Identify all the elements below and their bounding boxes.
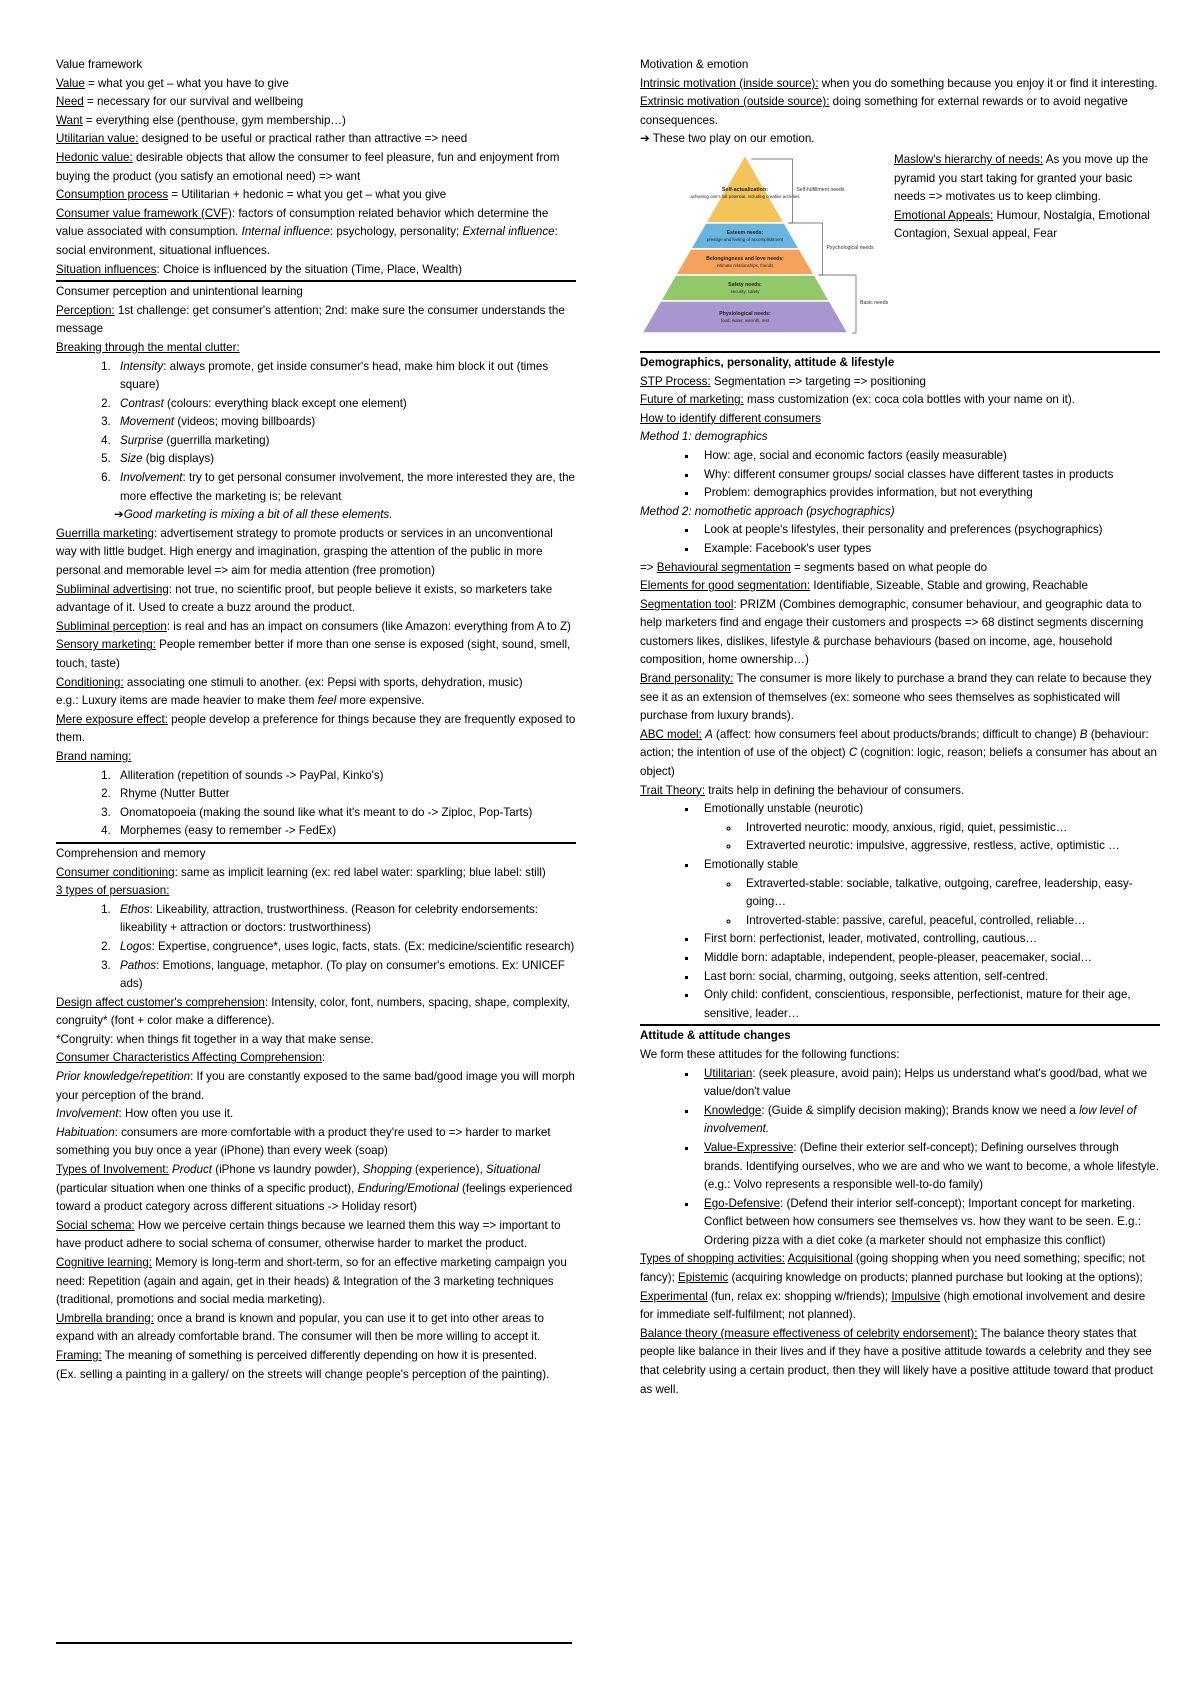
situation-paragraph: Situation influences: Choice is influenced by the situation (Time, Place, Wealth): [56, 262, 462, 276]
brand-naming-item: 1. Alliteration (repetition of sounds -> PayPal, Kinko's): [114, 767, 576, 786]
persuasion-item: [114, 957, 576, 994]
separator: =: [82, 113, 96, 127]
pyramid-level-title: Belongingness and love needs:: [706, 255, 784, 262]
attitude-function-item: [698, 1065, 1160, 1102]
maslow-pyramid-diagram: [640, 151, 890, 337]
term-label: Conditioning:: [56, 675, 124, 689]
item-label: Movement: [120, 415, 175, 429]
section-title-value-framework: Value framework: [56, 58, 143, 71]
trait-text: Middle born: adaptable, independent, people-pleaser, peacemaker, social…: [704, 950, 1093, 964]
perception-paragraphs: [56, 525, 576, 692]
definition-line: [56, 112, 576, 131]
trait-item: [698, 930, 1160, 949]
maslow-text: [894, 151, 1160, 244]
pyramid-level-desc: prestige and feeling of accomplishment: [706, 236, 784, 242]
term-text: what you get – what you have to give: [98, 76, 289, 90]
trait-item: [698, 949, 1160, 968]
brand-naming-item: 2. Rhyme (Nutter Butter: [114, 785, 576, 804]
definition-paragraph: [56, 636, 576, 673]
pyramid-level-title: Esteem needs:: [726, 229, 764, 236]
term-text: How we perceive certain things because we learned them this way => important to have product adhere to social schema of consumer, otherwise harder to market the product.: [56, 1218, 561, 1251]
term-label: Sensory marketing:: [56, 638, 156, 652]
term-label: Utilitarian value:: [56, 132, 139, 146]
method-item: ▪ Why: different consumer groups/ social classes have different tastes in products: [698, 466, 1160, 485]
habituation-paragraph: Habituation: consumers are more comfortable with a product they're used to => harder to market something you buy once a year (iPhone) than every week (soap): [56, 1125, 551, 1158]
definition-line: [56, 130, 576, 149]
brand-naming-heading: Brand naming:: [56, 749, 132, 763]
definition-line: [56, 149, 576, 186]
term-label: Consumption process: [56, 188, 169, 202]
trait-list: [640, 800, 1160, 1023]
term-label: Want: [56, 113, 83, 127]
trait-item: [698, 800, 1160, 856]
method-item: ▪ Look at people's lifestyles, their personality and preferences (psychographics): [698, 521, 1160, 540]
method-1-list: [640, 447, 1160, 503]
definition-line: [56, 93, 576, 112]
prior-knowledge-paragraph: Prior knowledge/repetition: If you are constantly exposed to the same bad/good image you will morph your perception of the brand.: [56, 1070, 575, 1102]
brand-naming-item: 4. Morphemes (easy to remember -> FedEx): [114, 822, 576, 841]
pyramid-level: [661, 275, 830, 301]
clutter-item: [114, 432, 576, 451]
congruity-note: *Congruity: when things fit together in a way that make sense.: [56, 1032, 374, 1046]
item-text: : Likeability, attraction, trustworthiness. (Reason for celebrity endorsements: likeability + attraction or doctors: trustworthiness): [120, 902, 539, 935]
pyramid-level-title: Safety needs:: [728, 281, 762, 288]
clutter-item: [114, 413, 576, 432]
method-item: ▪ Example: Facebook's user types: [698, 540, 1160, 559]
framing-example: (Ex. selling a painting in a gallery/ on the streets will change people's perception of the painting).: [56, 1367, 550, 1381]
item-label: Pathos: [120, 958, 157, 972]
clutter-list: [56, 358, 576, 507]
trait-theory-paragraph: Trait Theory: traits help in defining the behaviour of consumers.: [640, 783, 965, 797]
function-label: Knowledge: [704, 1103, 762, 1117]
section-divider: [56, 842, 576, 844]
stp-paragraph: STP Process: Segmentation => targeting => positioning: [640, 374, 926, 388]
trait-sub-item: ◦ Introverted-stable: passive, careful, peaceful, controlled, reliable…: [740, 912, 1160, 931]
pyramid-level-desc: achieving one's full potential, including creative activities: [690, 193, 800, 199]
item-label: Surprise: [120, 433, 164, 447]
identify-heading: How to identify different consumers: [640, 411, 821, 425]
attitude-function-item: [698, 1139, 1160, 1195]
maslow-paragraph: Maslow's hierarchy of needs: As you move up the pyramid you start taking for granted your basic needs => motivates us to keep climbing.: [894, 152, 1149, 204]
term-text: Utilitarian + hedonic = what you get – what you give: [181, 188, 447, 202]
term-label: Hedonic value:: [56, 150, 133, 164]
trait-text: Last born: social, charming, outgoing, seeks attention, self-centred.: [704, 969, 1049, 983]
method-2-list: [640, 521, 1160, 558]
persuasion-item: [114, 901, 576, 938]
definition-paragraph: [56, 525, 576, 581]
item-label: Intensity: [120, 359, 164, 373]
section-title-attitude: Attitude & attitude changes: [640, 1029, 791, 1043]
pyramid-side-label: Psychological needs: [826, 244, 874, 251]
emotional-appeals-paragraph: Emotional Appeals: Humour, Nostalgia, Emotional Contagion, Sexual appeal, Fear: [894, 208, 1150, 241]
term-label: Cognitive learning:: [56, 1256, 153, 1269]
intrinsic-paragraph: Intrinsic motivation (inside source): when you do something because you enjoy it or find it interesting.: [640, 76, 1158, 90]
method-2-label: Method 2: nomothetic approach (psychographics): [640, 504, 895, 518]
clutter-item: [114, 469, 576, 506]
definition-paragraph: [56, 1310, 576, 1347]
function-text: : (Defend their interior self-concept); Important concept for marketing. Conflict between how consumers see themselves vs. how they want to be seen. E.g.: Ordering pizza with a diet coke (a marketer should not emphasize this conflict): [704, 1196, 1141, 1247]
section-title-motivation: Motivation & emotion: [640, 58, 749, 71]
definition-line: [56, 75, 576, 94]
method-item: ▪ How: age, social and economic factors (easily measurable): [698, 447, 1160, 466]
item-text: (guerrilla marketing): [163, 433, 270, 447]
pyramid-level-desc: food, water, warmth, rest: [720, 317, 770, 323]
term-label: Guerrilla marketing: [56, 526, 154, 540]
pyramid-level-title: Self-actualization:: [721, 186, 769, 193]
brand-naming-list: [56, 767, 576, 841]
design-affect-paragraph: Design affect customer's comprehension: Intensity, color, font, numbers, spacing, shape, complexity, congruity* (font + color make a difference).: [56, 995, 570, 1028]
term-label: Need: [56, 95, 84, 109]
attitude-function-item: [698, 1195, 1160, 1251]
term-text: : advertisement strategy to promote products or services in an unconventional way with little budget. High energy and imagination, grasping the attention of the public in more personal and memorable level => aim for media attention (free promotion): [56, 526, 553, 578]
types-involvement-paragraph: Types of Involvement: Product (iPhone vs laundry powder), Shopping (experience), Situational (particular situation when one thinks of a specific product), Enduring/Emotional (feelings experienced toward a product category across different situations -> Holiday resort): [56, 1163, 573, 1214]
value-framework-lines: [56, 75, 576, 205]
term-text: desirable objects that allow the consumer to feel pleasure, fun and enjoyment from buying the product (you satisfy an emotional need) => want: [56, 150, 560, 183]
balance-theory-paragraph: Balance theory (measure effectiveness of celebrity endorsement): The balance theory states that people like balance in their lives and if they have a positive attitude towards a celebrity and they see that celebrity using a certain product, then they will likely have a positive attitude toward that product as well.: [640, 1326, 1153, 1396]
item-label: Size: [120, 452, 143, 466]
term-text: associating one stimuli to another. (ex: Pepsi with sports, dehydration, music): [123, 675, 523, 689]
function-text: : (Define their exterior self-concept); Defining ourselves through brands. Identifying ourselves, who we are and who we want to become, a whole lifestyle. (e.g.: Volvo represents a responsible well-to-do family): [704, 1140, 1159, 1192]
luxury-line: e.g.: Luxury items are made heavier to make them feel more expensive.: [56, 694, 425, 708]
definition-paragraph: [56, 618, 576, 637]
term-text: Memory is long-term and short-term, so for an effective marketing campaign you need: Repetition (again and again, get in their heads) & Integration of the 3 marketing techniques (traditional, promotions and social media marketing).: [56, 1256, 567, 1307]
clutter-item: [114, 395, 576, 414]
pyramid-side-label: Self-fulfillment needs: [796, 186, 845, 193]
definition-paragraph: [56, 1254, 576, 1310]
involvement-paragraph: Involvement: How often you use it.: [56, 1107, 234, 1121]
mere-exposure-paragraph: Mere exposure effect: people develop a preference for things because they are frequently exposed to them.: [56, 712, 576, 745]
definition-paragraph: [56, 1347, 576, 1366]
brand-personality-paragraph: Brand personality: The consumer is more likely to purchase a brand they can relate to because they see it as an extension of themselves (ex: someone who sees themselves as sophisticated will purchase from luxury brands).: [640, 672, 1152, 723]
function-label: Utilitarian: [704, 1066, 753, 1080]
trait-sub-list: [704, 819, 1160, 856]
clutter-item: [114, 358, 576, 395]
section-title-comprehension: Comprehension and memory: [56, 846, 206, 860]
term-label: Umbrella branding:: [56, 1311, 154, 1325]
abc-model-paragraph: ABC model: A (affect: how consumers feel about products/brands; difficult to change) B (behaviour: action; the intention of use of the object) C (cognition: logic, reason; beliefs a consumer has about an object): [640, 727, 1157, 779]
section-title-demographics: Demographics, personality, attitude & lifestyle: [640, 355, 895, 369]
trait-item: [698, 986, 1160, 1023]
emotion-arrow-note: ➔ These two play on our emotion.: [640, 132, 815, 146]
bottom-divider: [56, 1642, 572, 1644]
cvf-paragraph: Consumer value framework (CVF): factors of consumption related behavior which determine the value associated with consumption. Internal influence: psychology, personality; External influence: social environment, situational influences.: [56, 206, 558, 257]
term-text: everything else (penthouse, gym membership…): [95, 113, 346, 127]
term-label: Value: [56, 76, 85, 90]
clutter-note: ➔Good marketing is mixing a bit of all these elements.: [114, 508, 393, 522]
definition-paragraph: [56, 1217, 576, 1254]
item-text: : Expertise, congruence*, uses logic, facts, stats. (Ex: medicine/scientific research): [151, 939, 575, 953]
future-paragraph: Future of marketing: mass customization (ex: coca cola bottles with your name on it).: [640, 393, 1075, 407]
shopping-activities-paragraph: Types of shopping activities: Acquisitional (going shopping when you need something; specific; not fancy); Epistemic (acquiring knowledge on products; planned purchase but looking at the options); Experimental (fun, relax ex: shopping w/friends); Impulsive (high emotional involvement and desire for immediate self-fulfilment; not planned).: [640, 1252, 1146, 1322]
pyramid-level: [676, 249, 815, 275]
trait-text: First born: perfectionist, leader, motivated, controlling, cautious…: [704, 932, 1038, 946]
term-text: : not true, no scientific proof, but people believe it exists, so marketers take advantage of it. Used to create a buzz around the product.: [56, 582, 553, 615]
term-text: necessary for our survival and wellbeing: [96, 95, 304, 109]
function-emphasis: low level of involvement.: [704, 1103, 1137, 1136]
section-divider: [640, 1024, 1160, 1026]
item-label: Logos: [120, 939, 152, 953]
term-text: People remember better if more than one sense is exposed (sight, sound, smell, touch, taste): [56, 638, 571, 670]
trait-sub-item: ◦ Introverted neurotic: moody, anxious, rigid, quiet, pessimistic…: [740, 819, 1160, 838]
term-text: : is real and has an impact on consumers (like Amazon: everything from A to Z): [166, 619, 571, 633]
item-text: (videos; moving billboards): [174, 415, 316, 429]
trait-text: Only child: confident, conscientious, responsible, perfectionist, mature for their age, sensitive, leader…: [704, 988, 1131, 1020]
method-1-label: Method 1: demographics: [640, 430, 768, 444]
behavioural-paragraph: => Behavioural segmentation = segments based on what people do: [640, 560, 988, 574]
item-text: : always promote, get inside consumer's head, make him block it out (times square): [120, 359, 549, 392]
term-text: once a brand is known and popular, you can use it to get into other areas to expand with an already comfortable brand. The consumer will then be more willing to accept it.: [56, 1311, 544, 1344]
term-label: Subliminal perception: [56, 619, 167, 633]
separator: =: [83, 95, 97, 109]
left-column: [56, 56, 576, 1384]
trait-sub-list: [704, 875, 1160, 931]
comprehension-paragraphs: [56, 1217, 576, 1366]
attitude-function-item: [698, 1102, 1160, 1139]
definition-paragraph: [56, 581, 576, 618]
definition-paragraph: [56, 674, 576, 693]
pyramid-level-title: Physiological needs:: [719, 310, 771, 317]
function-label: Value-Expressive: [704, 1140, 794, 1154]
extrinsic-paragraph: Extrinsic motivation (outside source): doing something for external rewards or to avoid negative consequences.: [640, 95, 1128, 127]
pyramid-level: [642, 301, 848, 333]
trait-item: [698, 856, 1160, 930]
conditioning-paragraph: Consumer conditioning: same as implicit learning (ex: red label water: sparkling; blue label: still): [56, 865, 546, 879]
item-label: Contrast: [120, 396, 164, 410]
item-text: : Emotions, language, metaphor. (To play on consumer's emotions. Ex: UNICEF ads): [120, 958, 565, 991]
persuasion-list: [56, 901, 576, 994]
trait-sub-item: ◦ Extraverted-stable: sociable, talkative, outgoing, carefree, leadership, easy-going…: [740, 875, 1160, 912]
separator: =: [84, 76, 99, 90]
section-divider: [56, 280, 576, 282]
perception-paragraph: Perception: 1st challenge: get consumer's attention; 2nd: make sure the consumer understands the message: [56, 303, 565, 336]
item-text: (big displays): [142, 452, 215, 466]
persuasion-heading: 3 types of persuasion:: [56, 884, 170, 898]
persuasion-item: [114, 938, 576, 957]
definition-line: [56, 186, 576, 205]
function-label: Ego-Defensive: [704, 1196, 781, 1210]
term-label: Subliminal advertising: [56, 582, 169, 596]
characteristics-heading: Consumer Characteristics Affecting Comprehension:: [56, 1051, 326, 1065]
term-text: The meaning of something is perceived differently depending on how it is presented.: [101, 1348, 538, 1362]
right-column: [640, 56, 1160, 1399]
prizm-paragraph: Segmentation tool: PRIZM (Combines demographic, consumer behaviour, and geographic data to help marketers find and engage their customers and prospects => 68 distinct segments discerning customers likes, dislikes, lifestyle & purchase behaviours (based on income, age, household composition, home ownership…): [640, 597, 1144, 667]
clutter-item: [114, 450, 576, 469]
section-divider: [640, 351, 1160, 353]
term-label: Social schema:: [56, 1218, 135, 1232]
attitude-intro: We form these attitudes for the following functions:: [640, 1047, 900, 1061]
term-text: designed to be useful or practical rather than attractive => need: [141, 132, 468, 146]
function-text: : (seek pleasure, avoid pain); Helps us understand what's good/bad, what we value/don't value: [704, 1066, 1148, 1099]
item-text: (colours: everything black except one element): [163, 396, 407, 410]
trait-item: [698, 968, 1160, 987]
attitude-functions-list: [640, 1065, 1160, 1251]
trait-text: Emotionally stable: [704, 858, 799, 871]
pyramid-side-label: Basic needs: [860, 299, 889, 306]
function-text: : (Guide & simplify decision making); Brands know we need a: [761, 1103, 1080, 1117]
trait-sub-item: ◦ Extraverted neurotic: impulsive, aggressive, restless, active, optimistic …: [740, 837, 1160, 856]
clutter-heading: Breaking through the mental clutter:: [56, 340, 240, 354]
maslow-row: [640, 151, 1160, 337]
item-label: Ethos: [120, 902, 150, 916]
item-text: : try to get personal consumer involvement, the more interested they are, the more effective the marketing is; be relevant: [120, 471, 575, 503]
separator: =: [168, 188, 182, 202]
brand-naming-item: 3. Onomatopoeia (making the sound like what it's meant to do -> Ziploc, Pop-Tarts): [114, 804, 576, 823]
pyramid-level: [691, 223, 800, 249]
section-title-perception: Consumer perception and unintentional learning: [56, 285, 303, 299]
method-item: ▪ Problem: demographics provides information, but not everything: [698, 484, 1160, 503]
trait-text: Emotionally unstable (neurotic): [704, 802, 864, 816]
pyramid-level-desc: security, safety: [730, 288, 760, 294]
item-label: Involvement: [120, 471, 183, 485]
elements-paragraph: Elements for good segmentation: Identifiable, Sizeable, Stable and growing, Reachable: [640, 579, 1088, 593]
pyramid-level-desc: intimate relationships, friends: [716, 262, 774, 268]
term-label: Framing:: [56, 1348, 102, 1362]
